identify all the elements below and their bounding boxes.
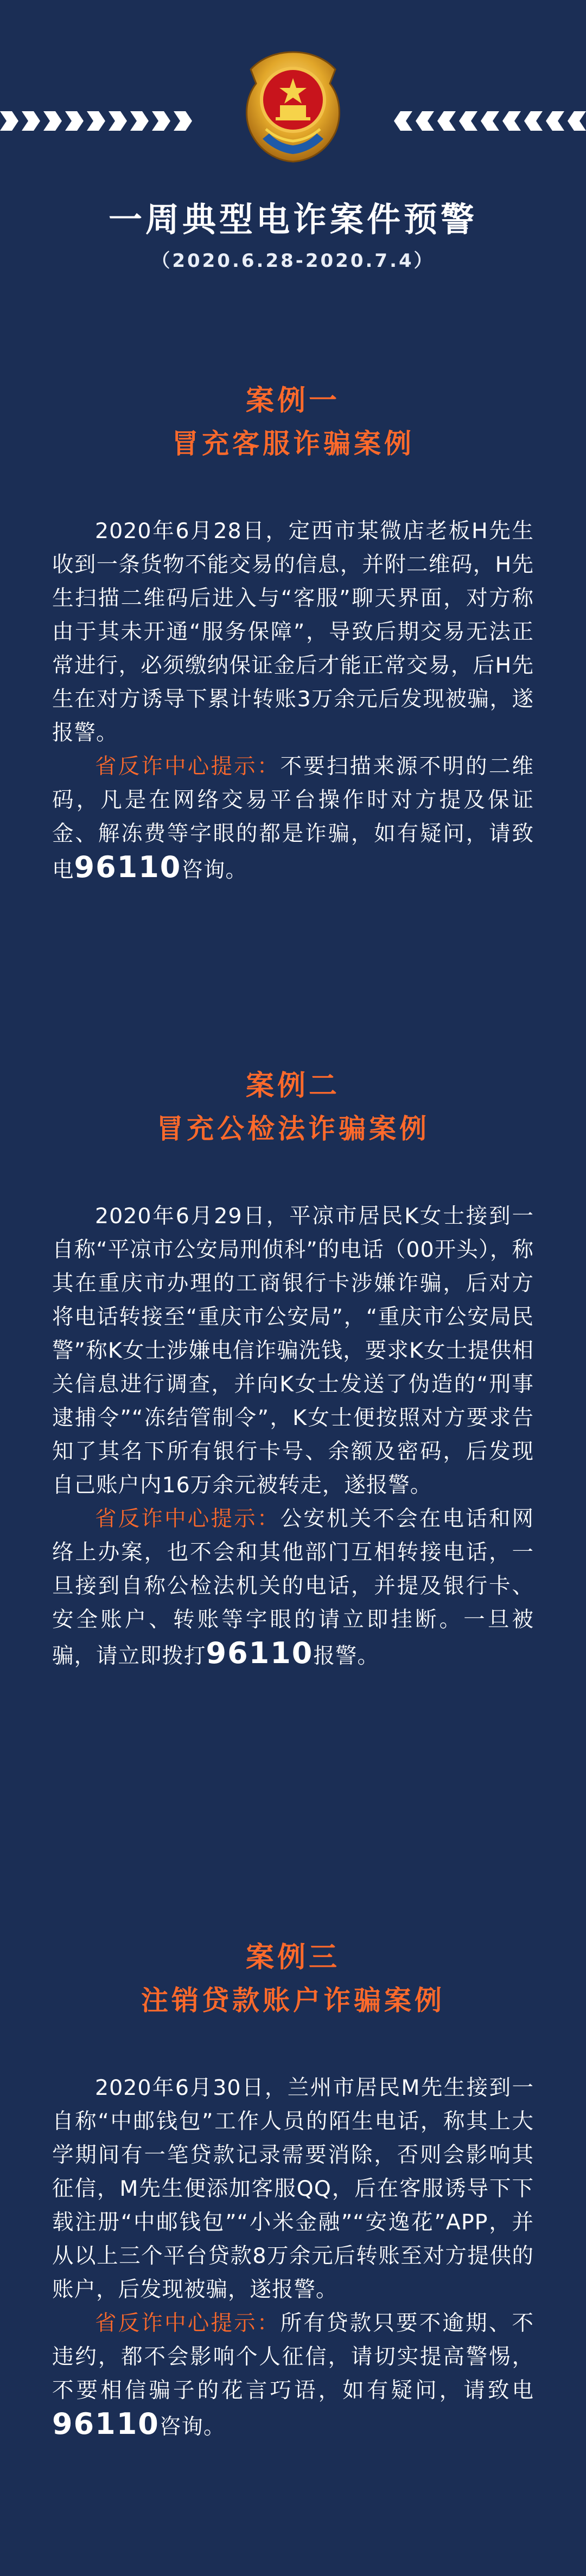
tip-end: 咨询。 xyxy=(181,858,247,883)
tip-end: 咨询。 xyxy=(159,2414,226,2439)
case-story: 2020年6月30日，兰州市居民M先生接到一自称“中邮钱包”工作人员的陌生电话，称其上大学期间有一笔贷款记录需要消除，否则会影响其征信，M先生便添加客服QQ，后在客服诱导下下载注册“中邮钱包”“小米金融”“安逸花”APP，并从以上三个平台贷款8万余元后转账至对方提供的账户，后发现被骗，遂报警。 xyxy=(52,2075,534,2302)
case-label: 案例二 xyxy=(245,1070,340,1102)
tip-label: 省反诈中心提示： xyxy=(95,1506,281,1531)
hotline-number: 96110 xyxy=(206,1636,314,1670)
case-body xyxy=(52,2071,534,2444)
case-section xyxy=(0,1065,586,1673)
tip-text: 公安机关不会在电话和网络上办案，也不会和其他部门互相转接电话，一旦接到自称公检法机关的电话，并提及银行卡、安全账户、转账等字眼的请立即挂断。一旦被骗，请立即拨打 xyxy=(52,1506,534,1669)
hotline-number: 96110 xyxy=(74,850,182,884)
case-label: 案例三 xyxy=(245,1941,340,1974)
case-title: 冒充公检法诈骗案例 xyxy=(156,1113,430,1145)
case-tip xyxy=(52,750,534,887)
page-title: 一周典型电诈案件预警 xyxy=(108,200,477,239)
case-body xyxy=(52,514,534,887)
case-story: 2020年6月29日，平凉市居民K女士接到一自称“平凉市公安局刑侦科”的电话（00开头），称其在重庆市办理的工商银行卡涉嫌诈骗，后对方将电话转接至“重庆市公安局”，“重庆市公安局民警”称K女士涉嫌电信诈骗洗钱，要求K女士提供相关信息进行调查，并向K女士发送了伪造的“刑事逮捕令”“冻结管制令”，K女士便按照对方要求告知了其名下所有银行卡号、余额及密码，后发现自己账户内16万余元被转走，遂报警。 xyxy=(52,1204,534,1498)
tip-text: 所有贷款只要不逾期、不违约，都不会影响个人征信，请切实提高警惕，不要相信骗子的花言巧语，如有疑问，请致电 xyxy=(52,2311,534,2403)
case-section xyxy=(0,1936,586,2444)
case-title: 冒充客服诈骗案例 xyxy=(171,428,415,459)
header xyxy=(0,0,586,282)
police-emblem-icon xyxy=(234,48,352,165)
case-body xyxy=(52,1199,534,1673)
tip-label: 省反诈中心提示： xyxy=(95,2311,281,2336)
case-title: 注销贷款账户诈骗案例 xyxy=(141,1985,445,2016)
right-wing-stripes-icon xyxy=(391,111,586,131)
date-range: （2020.6.28-2020.7.4） xyxy=(151,250,435,272)
case-tip xyxy=(52,2306,534,2444)
case-label: 案例一 xyxy=(245,385,340,417)
case-section xyxy=(0,380,586,887)
tip-label: 省反诈中心提示： xyxy=(95,754,281,779)
left-wing-stripes-icon xyxy=(0,111,195,131)
tip-end: 报警。 xyxy=(313,1644,379,1669)
tip-text: 不要扫描来源不明的二维码，凡是在网络交易平台操作时对方提及保证金、解冻费等字眼的都是诈骗，如有疑问，请致电 xyxy=(52,754,534,883)
case-story: 2020年6月28日，定西市某微店老板H先生收到一条货物不能交易的信息，并附二维码，H先生扫描二维码后进入与“客服”聊天界面，对方称由于其未开通“服务保障”，导致后期交易无法正常进行，必须缴纳保证金后才能正常交易，后H先生在对方诱导下累计转账3万余元后发现被骗，遂报警。 xyxy=(52,519,534,745)
case-tip xyxy=(52,1502,534,1673)
hotline-number: 96110 xyxy=(52,2407,160,2441)
